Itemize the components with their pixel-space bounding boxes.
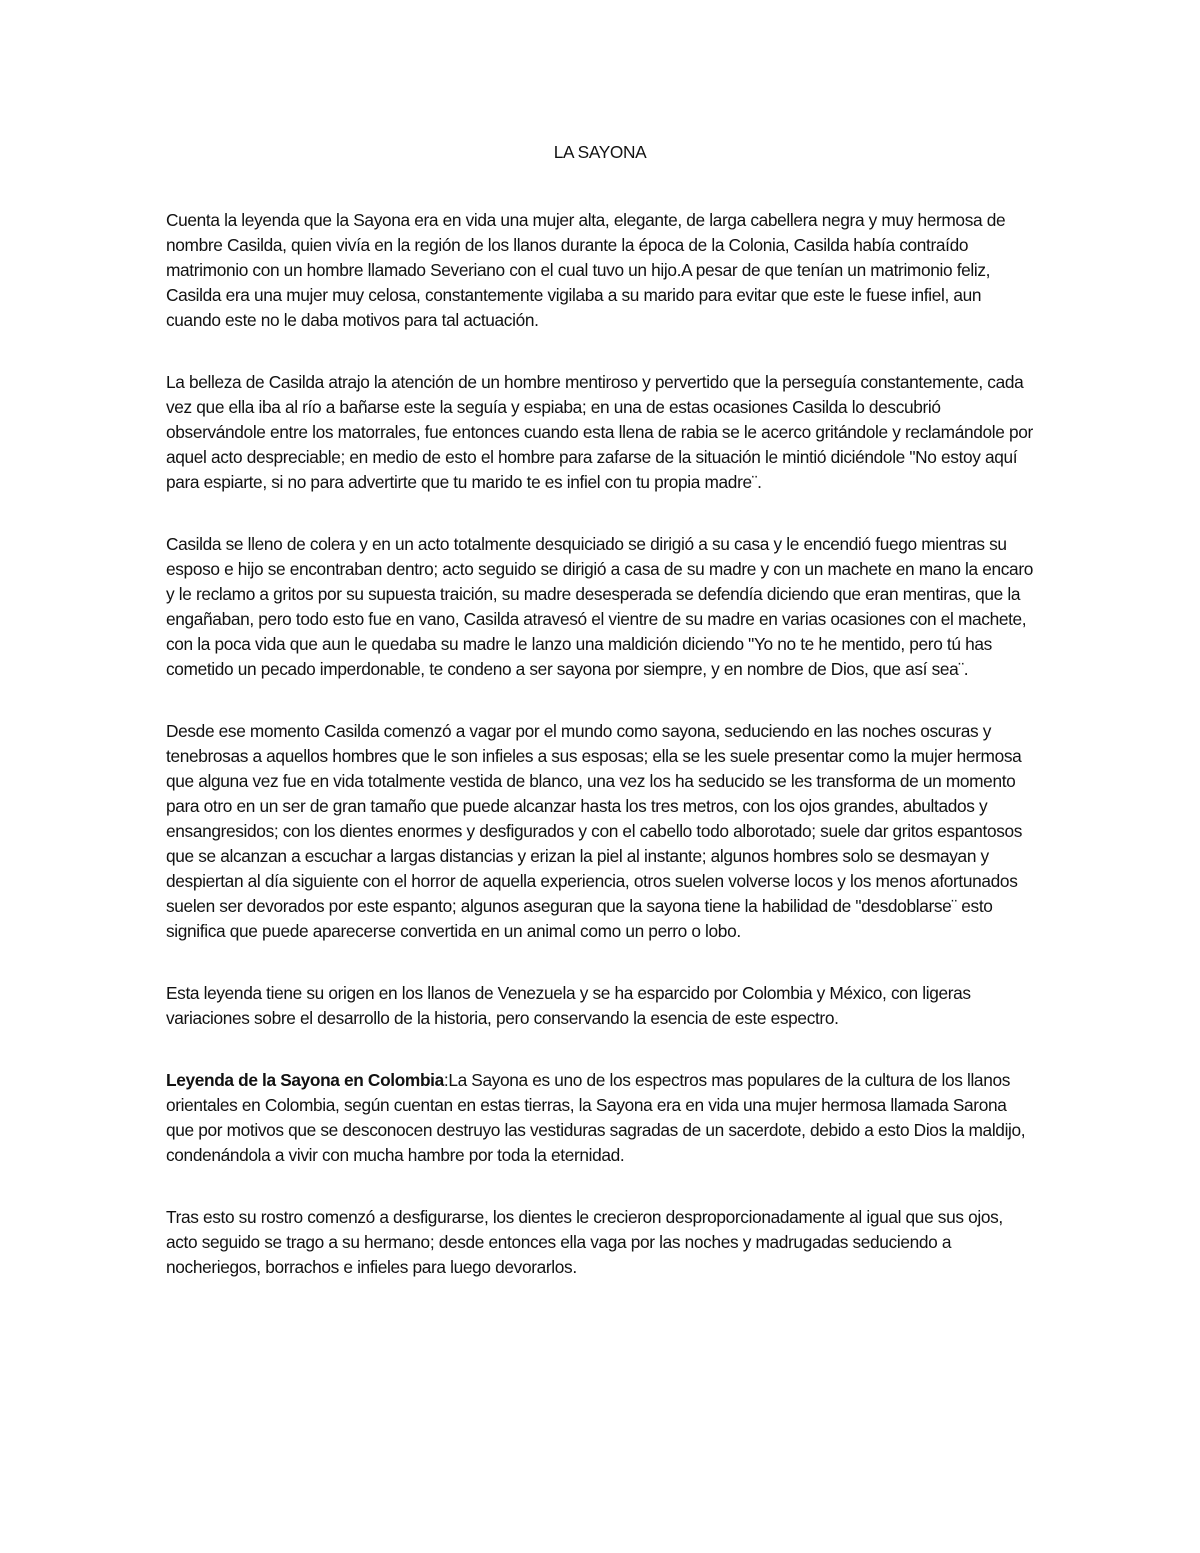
document-body [166, 140, 1034, 1317]
paragraph-colombia [166, 1068, 1034, 1168]
paragraph-belleza: La belleza de Casilda atrajo la atención de un hombre mentiroso y pervertido que la perseguía constantemente, cada vez que ella iba al río a bañarse este la seguía y espiaba; en una de estas ocasiones Casilda lo descubrió observándole entre los matorrales, fue entonces cuando esta llena de rabia se le acerco gritándole y reclamándole por aquel acto despreciable; en medio de esto el hombre para zafarse de la situación le mintió diciéndole "No estoy aquí para espiarte, si no para advertirte que tu marido te es infiel con tu propia madre¨. [166, 372, 1033, 492]
document-title: LA SAYONA [553, 142, 647, 162]
paragraph-colera: Casilda se lleno de colera y en un acto totalmente desquiciado se dirigió a su casa y le encendió fuego mientras su esposo e hijo se encontraban dentro; acto seguido se dirigió a casa de su madre y con un machete en mano la encaro y le reclamo a gritos por su supuesta traición, su madre desesperada se defendía diciendo que eran mentiras, que la engañaban, pero todo esto fue en vano, Casilda atravesó el vientre de su madre en varias ocasiones con el machete, con la poca vida que aun le quedaba su madre le lanzo una maldición diciendo "Yo no te he mentido, pero tú has cometido un pecado imperdonable, te condeno a ser sayona por siempre, y en nombre de Dios, que así sea¨. [166, 534, 1033, 679]
paragraph-origen: Esta leyenda tiene su origen en los llanos de Venezuela y se ha esparcido por Colombia y México, con ligeras variaciones sobre el desarrollo de la historia, pero conservando la esencia de este espectro. [166, 983, 971, 1028]
colombia-lead-heading: Leyenda de la Sayona en Colombia [166, 1070, 444, 1090]
paragraph-intro: Cuenta la leyenda que la Sayona era en vida una mujer alta, elegante, de larga cabellera negra y muy hermosa de nombre Casilda, quien vivía en la región de los llanos durante la época de la Colonia, Casilda había contraído matrimonio con un hombre llamado Severiano con el cual tuvo un hijo.A pesar de que tenían un matrimonio feliz, Casilda era una mujer muy celosa, constantemente vigilaba a su marido para evitar que este le fuese infiel, aun cuando este no le daba motivos para tal actuación. [166, 210, 1006, 330]
paragraph-closing: Tras esto su rostro comenzó a desfigurarse, los dientes le crecieron desproporcionadamente al igual que sus ojos, acto seguido se trago a su hermano; desde entonces ella vaga por las noches y madrugadas seduciendo a nocheriegos, borrachos e infieles para luego devorarlos. [166, 1207, 1003, 1277]
colombia-text: :La Sayona es uno de los espectros mas populares de la cultura de los llanos orientales en Colombia, según cuentan en estas tierras, la Sayona era en vida una mujer hermosa llamada Sarona que por motivos que se desconocen destruyo las vestiduras sagradas de un sacerdote, debido a esto Dios la maldijo, condenándola a vivir con mucha hambre por toda la eternidad. [166, 1070, 1026, 1165]
paragraph-desde-ese-momento: Desde ese momento Casilda comenzó a vagar por el mundo como sayona, seduciendo en las noches oscuras y tenebrosas a aquellos hombres que le son infieles a sus esposas; ella se les suele presentar como la mujer hermosa que alguna vez fue en vida totalmente vestida de blanco, una vez los ha seducido se les transforma de un momento para otro en un ser de gran tamaño que puede alcanzar hasta los tres metros, con los ojos grandes, abultados y ensangresidos; con los dientes enormes y desfigurados y con el cabello todo alborotado; suele dar gritos espantosos que se alcanzan a escuchar a largas distancias y erizan la piel al instante; algunos hombres solo se desmayan y despiertan al día siguiente con el horror de aquella experiencia, otros suelen volverse locos y los menos afortunados suelen ser devorados por este espanto; algunos aseguran que la sayona tiene la habilidad de "desdoblarse¨ esto significa que puede aparecerse convertida en un animal como un perro o lobo. [166, 721, 1023, 941]
